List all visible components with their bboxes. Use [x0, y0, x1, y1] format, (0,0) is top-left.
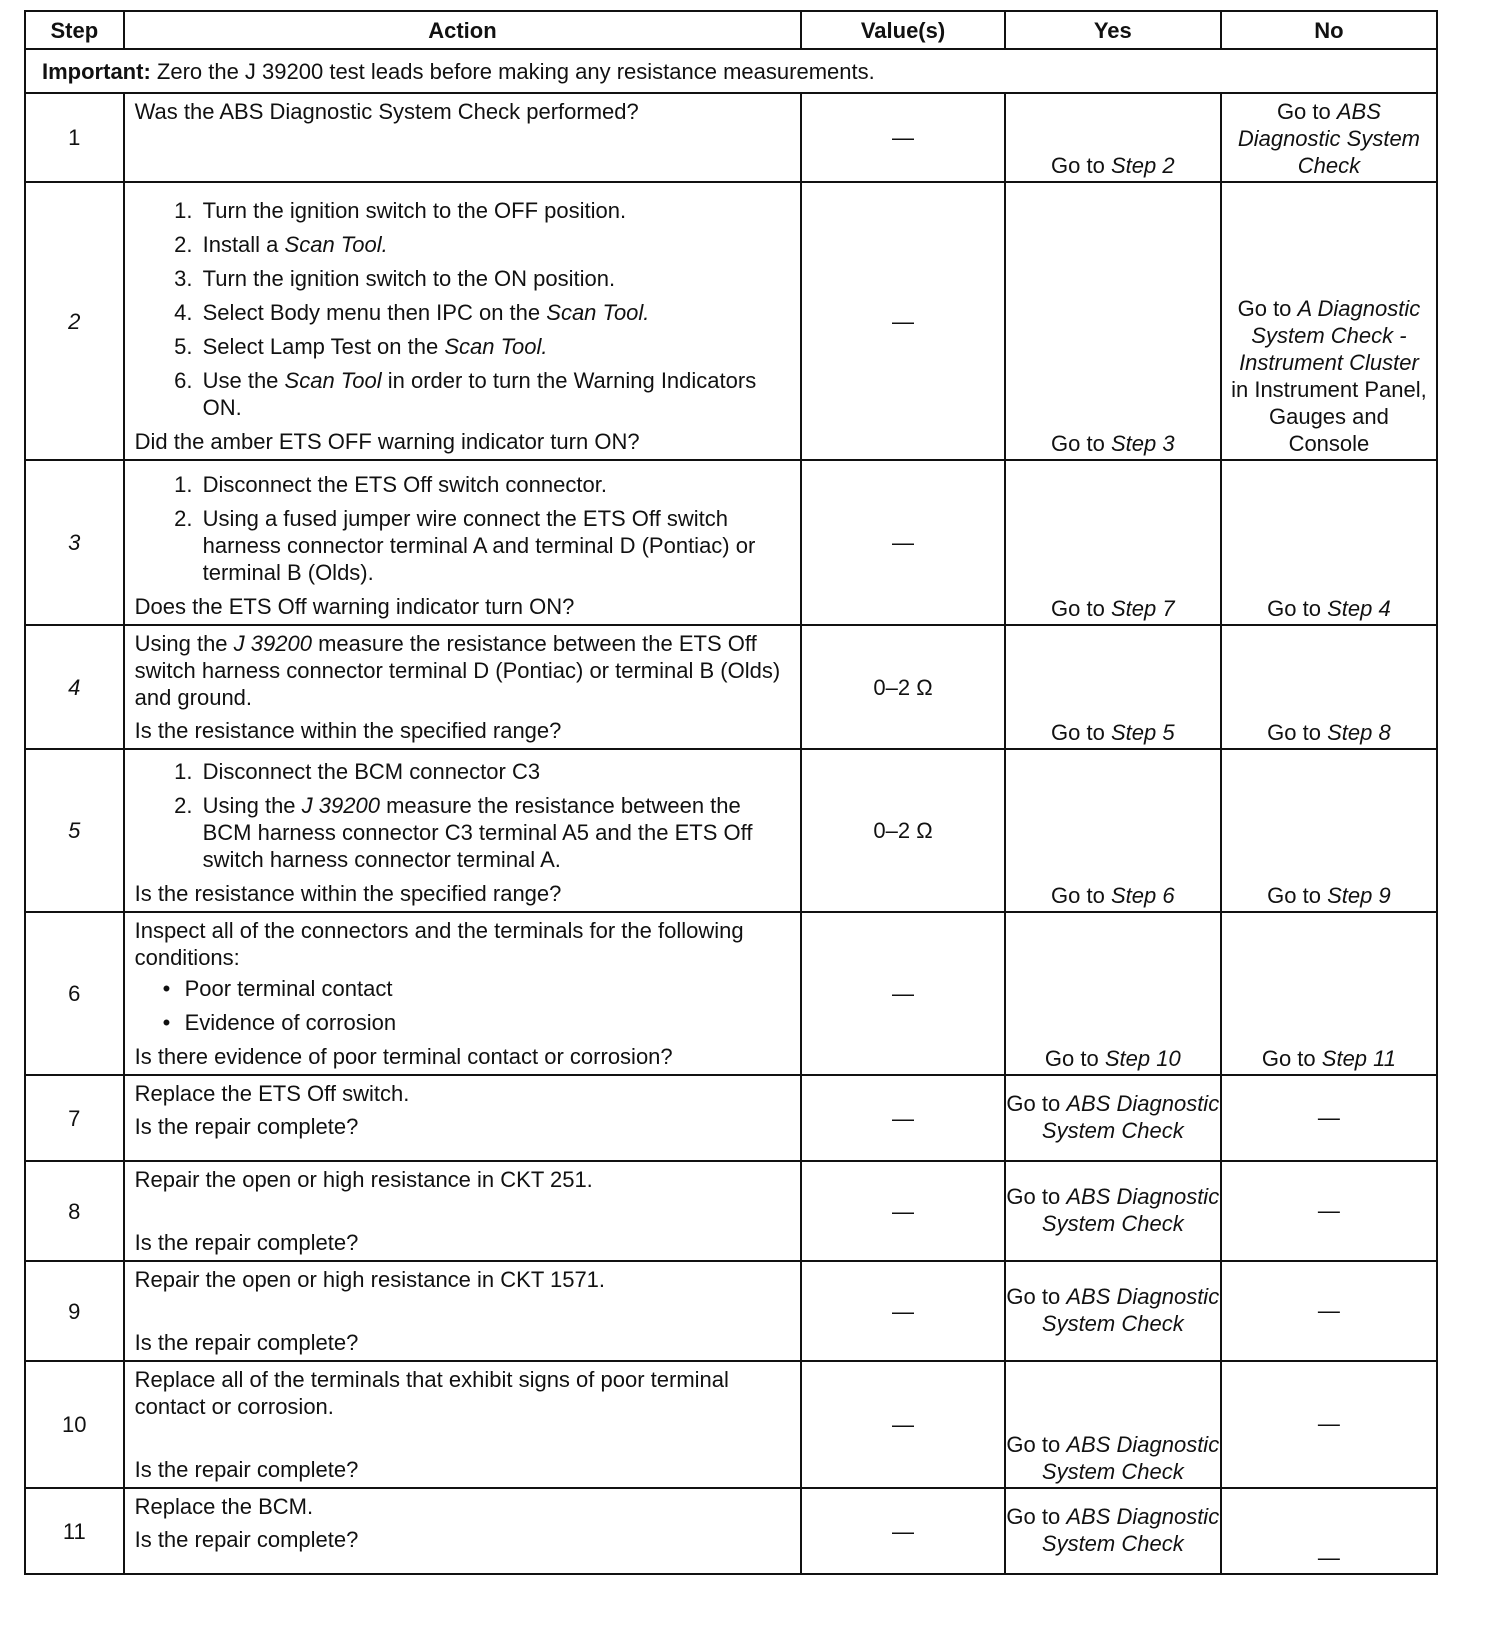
yes-cell: Go to Step 5 — [1005, 625, 1221, 749]
step-number: 1 — [25, 93, 124, 182]
action-question: Is the repair complete? — [134, 1230, 359, 1255]
list-item: 2. Install a Scan Tool. — [199, 231, 793, 258]
step-number: 8 — [25, 1161, 124, 1261]
action-text: Repair the open or high resistance in CKT 251. — [134, 1167, 593, 1192]
action-text: Repair the open or high resistance in CKT 1571. — [134, 1267, 606, 1292]
yes-cell: Go to Step 10 — [1005, 912, 1221, 1075]
action-question: Was the ABS Diagnostic System Check performed? — [134, 99, 639, 124]
no-cell: Go to Step 9 — [1221, 749, 1437, 912]
step-number: 9 — [25, 1261, 124, 1361]
action-question: Is the resistance within the specified range? — [134, 718, 562, 743]
table-row — [25, 1261, 1437, 1361]
value-cell: — — [801, 182, 1005, 460]
value-cell: — — [801, 1161, 1005, 1261]
value-cell: 0–2 Ω — [801, 749, 1005, 912]
action-text: Replace the ETS Off switch. — [134, 1081, 410, 1106]
value-cell: — — [801, 1261, 1005, 1361]
step-number: 2 — [68, 308, 81, 334]
header-action: Action — [124, 11, 802, 49]
table-row — [25, 1361, 1437, 1488]
action-question: Is the repair complete? — [134, 1114, 359, 1139]
list-item: • Poor terminal contact — [185, 975, 793, 1002]
no-cell: — — [1221, 1261, 1437, 1361]
step-number: 10 — [25, 1361, 124, 1488]
step-number: 7 — [25, 1075, 124, 1161]
yes-cell: Go to ABS Diagnostic System Check — [1005, 1261, 1221, 1361]
no-cell: Go to Step 4 — [1221, 460, 1437, 625]
list-item: 6. Use the Scan Tool in order to turn the Warning Indicators ON. — [199, 367, 793, 421]
yes-cell: Go to ABS Diagnostic System Check — [1005, 1161, 1221, 1261]
header-values: Value(s) — [801, 11, 1005, 49]
table-row — [25, 460, 1437, 625]
header-no: No — [1221, 11, 1437, 49]
step-number: 6 — [25, 912, 124, 1075]
table-row — [25, 182, 1437, 460]
table-row — [25, 1161, 1437, 1261]
important-note-row — [25, 49, 1437, 93]
yes-cell: Go to ABS Diagnostic System Check — [1005, 1488, 1221, 1574]
value-cell: — — [801, 460, 1005, 625]
yes-cell: Go to Step 6 — [1005, 749, 1221, 912]
table-row — [25, 625, 1437, 749]
no-cell: — — [1221, 1361, 1437, 1488]
list-item: • Evidence of corrosion — [185, 1009, 793, 1036]
list-item: 1. Disconnect the BCM connector C3 — [199, 758, 793, 785]
action-question: Did the amber ETS OFF warning indicator turn ON? — [134, 429, 640, 454]
list-item: 4. Select Body menu then IPC on the Scan Tool. — [199, 299, 793, 326]
value-cell: — — [801, 912, 1005, 1075]
value-cell: — — [801, 1488, 1005, 1574]
diagnostic-table — [24, 10, 1438, 1575]
list-item: 3. Turn the ignition switch to the ON position. — [199, 265, 793, 292]
no-cell: Go to A Diagnostic System Check - Instrument Cluster in Instrument Panel, Gauges and Console — [1221, 182, 1437, 460]
list-item: 2. Using the J 39200 measure the resistance between the BCM harness connector C3 terminal A5 and the ETS Off switch harness connector terminal A. — [199, 792, 793, 873]
table-row — [25, 1488, 1437, 1574]
action-text: Replace the BCM. — [134, 1494, 314, 1519]
step-number: 11 — [25, 1488, 124, 1574]
no-cell: — — [1221, 1075, 1437, 1161]
step-number: 4 — [68, 674, 81, 700]
action-text: Replace all of the terminals that exhibit signs of poor terminal contact or corrosion. — [134, 1367, 729, 1419]
yes-cell: Go to Step 3 — [1005, 182, 1221, 460]
table-row — [25, 749, 1437, 912]
action-question: Does the ETS Off warning indicator turn ON? — [134, 594, 575, 619]
value-cell: — — [801, 1075, 1005, 1161]
list-item: 5. Select Lamp Test on the Scan Tool. — [199, 333, 793, 360]
no-cell: — — [1221, 1488, 1437, 1574]
step-number: 5 — [68, 818, 81, 843]
yes-cell: Go to ABS Diagnostic System Check — [1005, 1361, 1221, 1488]
table-row — [25, 1075, 1437, 1161]
no-cell: Go to ABS Diagnostic System Check — [1221, 93, 1437, 182]
important-label: Important: — [42, 59, 151, 84]
value-cell: 0–2 Ω — [801, 625, 1005, 749]
yes-cell: Go to Step 7 — [1005, 460, 1221, 625]
value-cell: — — [801, 1361, 1005, 1488]
condition-list — [135, 975, 793, 1036]
action-question: Is the repair complete? — [134, 1457, 359, 1482]
action-question: Is there evidence of poor terminal contact or corrosion? — [134, 1044, 673, 1069]
yes-cell: Go to Step 2 — [1005, 93, 1221, 182]
action-text: Inspect all of the connectors and the terminals for the following conditions: — [134, 918, 744, 970]
step-number: 3 — [68, 530, 81, 555]
action-question: Is the repair complete? — [134, 1527, 359, 1552]
action-steps — [135, 471, 793, 586]
value-cell: — — [801, 93, 1005, 182]
list-item: 1. Disconnect the ETS Off switch connector. — [199, 471, 793, 498]
header-step: Step — [25, 11, 124, 49]
table-row — [25, 912, 1437, 1075]
list-item: 2. Using a fused jumper wire connect the ETS Off switch harness connector terminal A and terminal D (Pontiac) or terminal B (Olds). — [199, 505, 793, 586]
no-cell: — — [1221, 1161, 1437, 1261]
action-steps — [135, 197, 793, 421]
yes-cell: Go to ABS Diagnostic System Check — [1005, 1075, 1221, 1161]
table-row — [25, 93, 1437, 182]
action-question: Is the resistance within the specified range? — [134, 881, 562, 906]
no-cell: Go to Step 8 — [1221, 625, 1437, 749]
no-cell: Go to Step 11 — [1221, 912, 1437, 1075]
table-header-row — [25, 11, 1437, 49]
important-text: Zero the J 39200 test leads before making any resistance measurements. — [156, 59, 875, 84]
action-steps — [135, 758, 793, 873]
header-yes: Yes — [1005, 11, 1221, 49]
list-item: 1. Turn the ignition switch to the OFF position. — [199, 197, 793, 224]
action-text: Using the J 39200 measure the resistance between the ETS Off switch harness connector terminal D (Pontiac) or terminal B (Olds) and ground. — [134, 631, 781, 710]
action-question: Is the repair complete? — [134, 1330, 359, 1355]
